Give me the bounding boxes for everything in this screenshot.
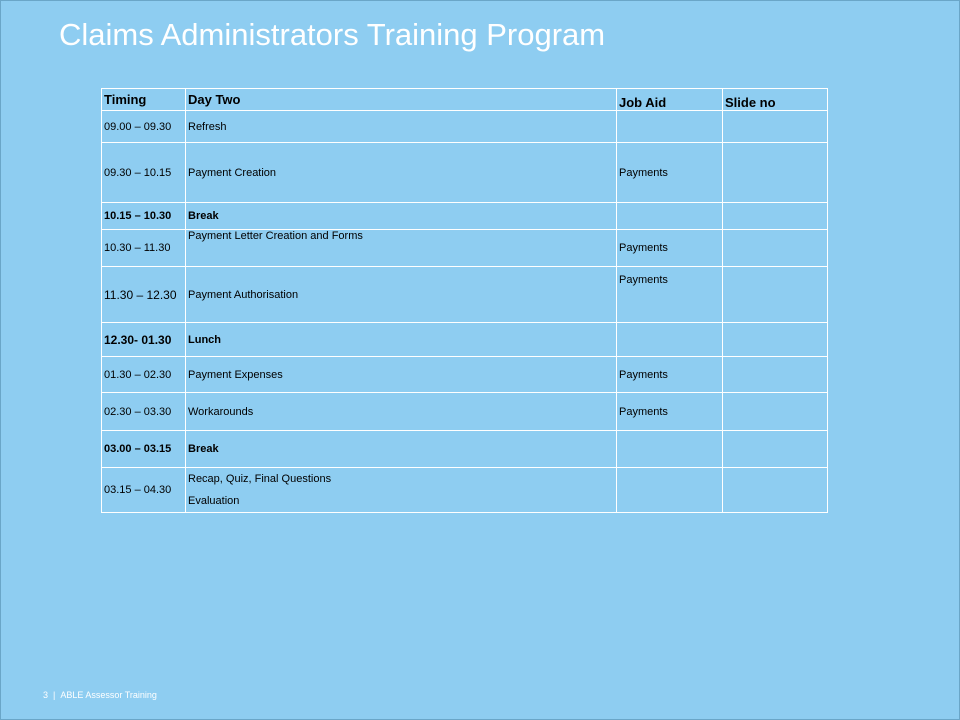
table-row xyxy=(102,468,828,513)
header-day: Day Two xyxy=(186,89,617,111)
day-cell xyxy=(186,468,617,513)
slide-no-cell xyxy=(723,468,828,513)
day-cell-line-1: Recap, Quiz, Final Questions xyxy=(188,473,332,485)
timing-cell: 09.00 – 09.30 xyxy=(102,111,186,143)
day-cell: Workarounds xyxy=(186,393,617,431)
slide-no-cell xyxy=(723,143,828,203)
day-cell: Payment Authorisation xyxy=(186,267,617,323)
table-row xyxy=(102,267,828,323)
job-aid-cell: Payments xyxy=(617,393,723,431)
table-row xyxy=(102,431,828,468)
table-row xyxy=(102,143,828,203)
job-aid-cell xyxy=(617,203,723,230)
footer-separator: | xyxy=(53,690,56,700)
timing-cell: 10.15 – 10.30 xyxy=(102,203,186,230)
job-aid-cell xyxy=(617,111,723,143)
job-aid-cell: Payments xyxy=(617,267,723,323)
schedule-table xyxy=(101,88,828,513)
day-cell-line-2: Evaluation xyxy=(188,495,240,507)
slide-no-cell xyxy=(723,431,828,468)
slide-no-cell xyxy=(723,267,828,323)
timing-cell: 01.30 – 02.30 xyxy=(102,357,186,393)
timing-cell: 03.00 – 03.15 xyxy=(102,431,186,468)
timing-cell: 12.30- 01.30 xyxy=(102,323,186,357)
timing-cell: 03.15 – 04.30 xyxy=(102,468,186,513)
timing-cell: 02.30 – 03.30 xyxy=(102,393,186,431)
job-aid-cell: Payments xyxy=(617,143,723,203)
day-cell: Refresh xyxy=(186,111,617,143)
table-row xyxy=(102,111,828,143)
job-aid-cell xyxy=(617,431,723,468)
table-row xyxy=(102,323,828,357)
footer-text: ABLE Assessor Training xyxy=(60,690,157,700)
job-aid-cell xyxy=(617,323,723,357)
day-cell: Break xyxy=(186,431,617,468)
day-cell: Payment Expenses xyxy=(186,357,617,393)
table-row xyxy=(102,357,828,393)
slide-no-cell xyxy=(723,323,828,357)
header-slide-no: Slide no xyxy=(723,89,828,111)
slide-no-cell xyxy=(723,230,828,267)
header-timing: Timing xyxy=(102,89,186,111)
job-aid-cell: Payments xyxy=(617,230,723,267)
slide-no-cell xyxy=(723,393,828,431)
timing-cell: 10.30 – 11.30 xyxy=(102,230,186,267)
table-row xyxy=(102,203,828,230)
table-header-row xyxy=(102,89,828,111)
day-cell: Payment Creation xyxy=(186,143,617,203)
slide-title: Claims Administrators Training Program xyxy=(59,17,606,52)
slide-no-cell xyxy=(723,357,828,393)
slide-no-cell xyxy=(723,203,828,230)
slide-footer xyxy=(43,690,157,700)
timing-cell: 11.30 – 12.30 xyxy=(102,267,186,323)
day-cell: Break xyxy=(186,203,617,230)
timing-cell: 09.30 – 10.15 xyxy=(102,143,186,203)
job-aid-cell xyxy=(617,468,723,513)
job-aid-cell: Payments xyxy=(617,357,723,393)
header-job-aid: Job Aid xyxy=(617,89,723,111)
page-number: 3 xyxy=(43,690,49,700)
day-cell: Lunch xyxy=(186,323,617,357)
table-row xyxy=(102,230,828,267)
day-cell: Payment Letter Creation and Forms xyxy=(186,230,617,267)
slide-no-cell xyxy=(723,111,828,143)
table-row xyxy=(102,393,828,431)
